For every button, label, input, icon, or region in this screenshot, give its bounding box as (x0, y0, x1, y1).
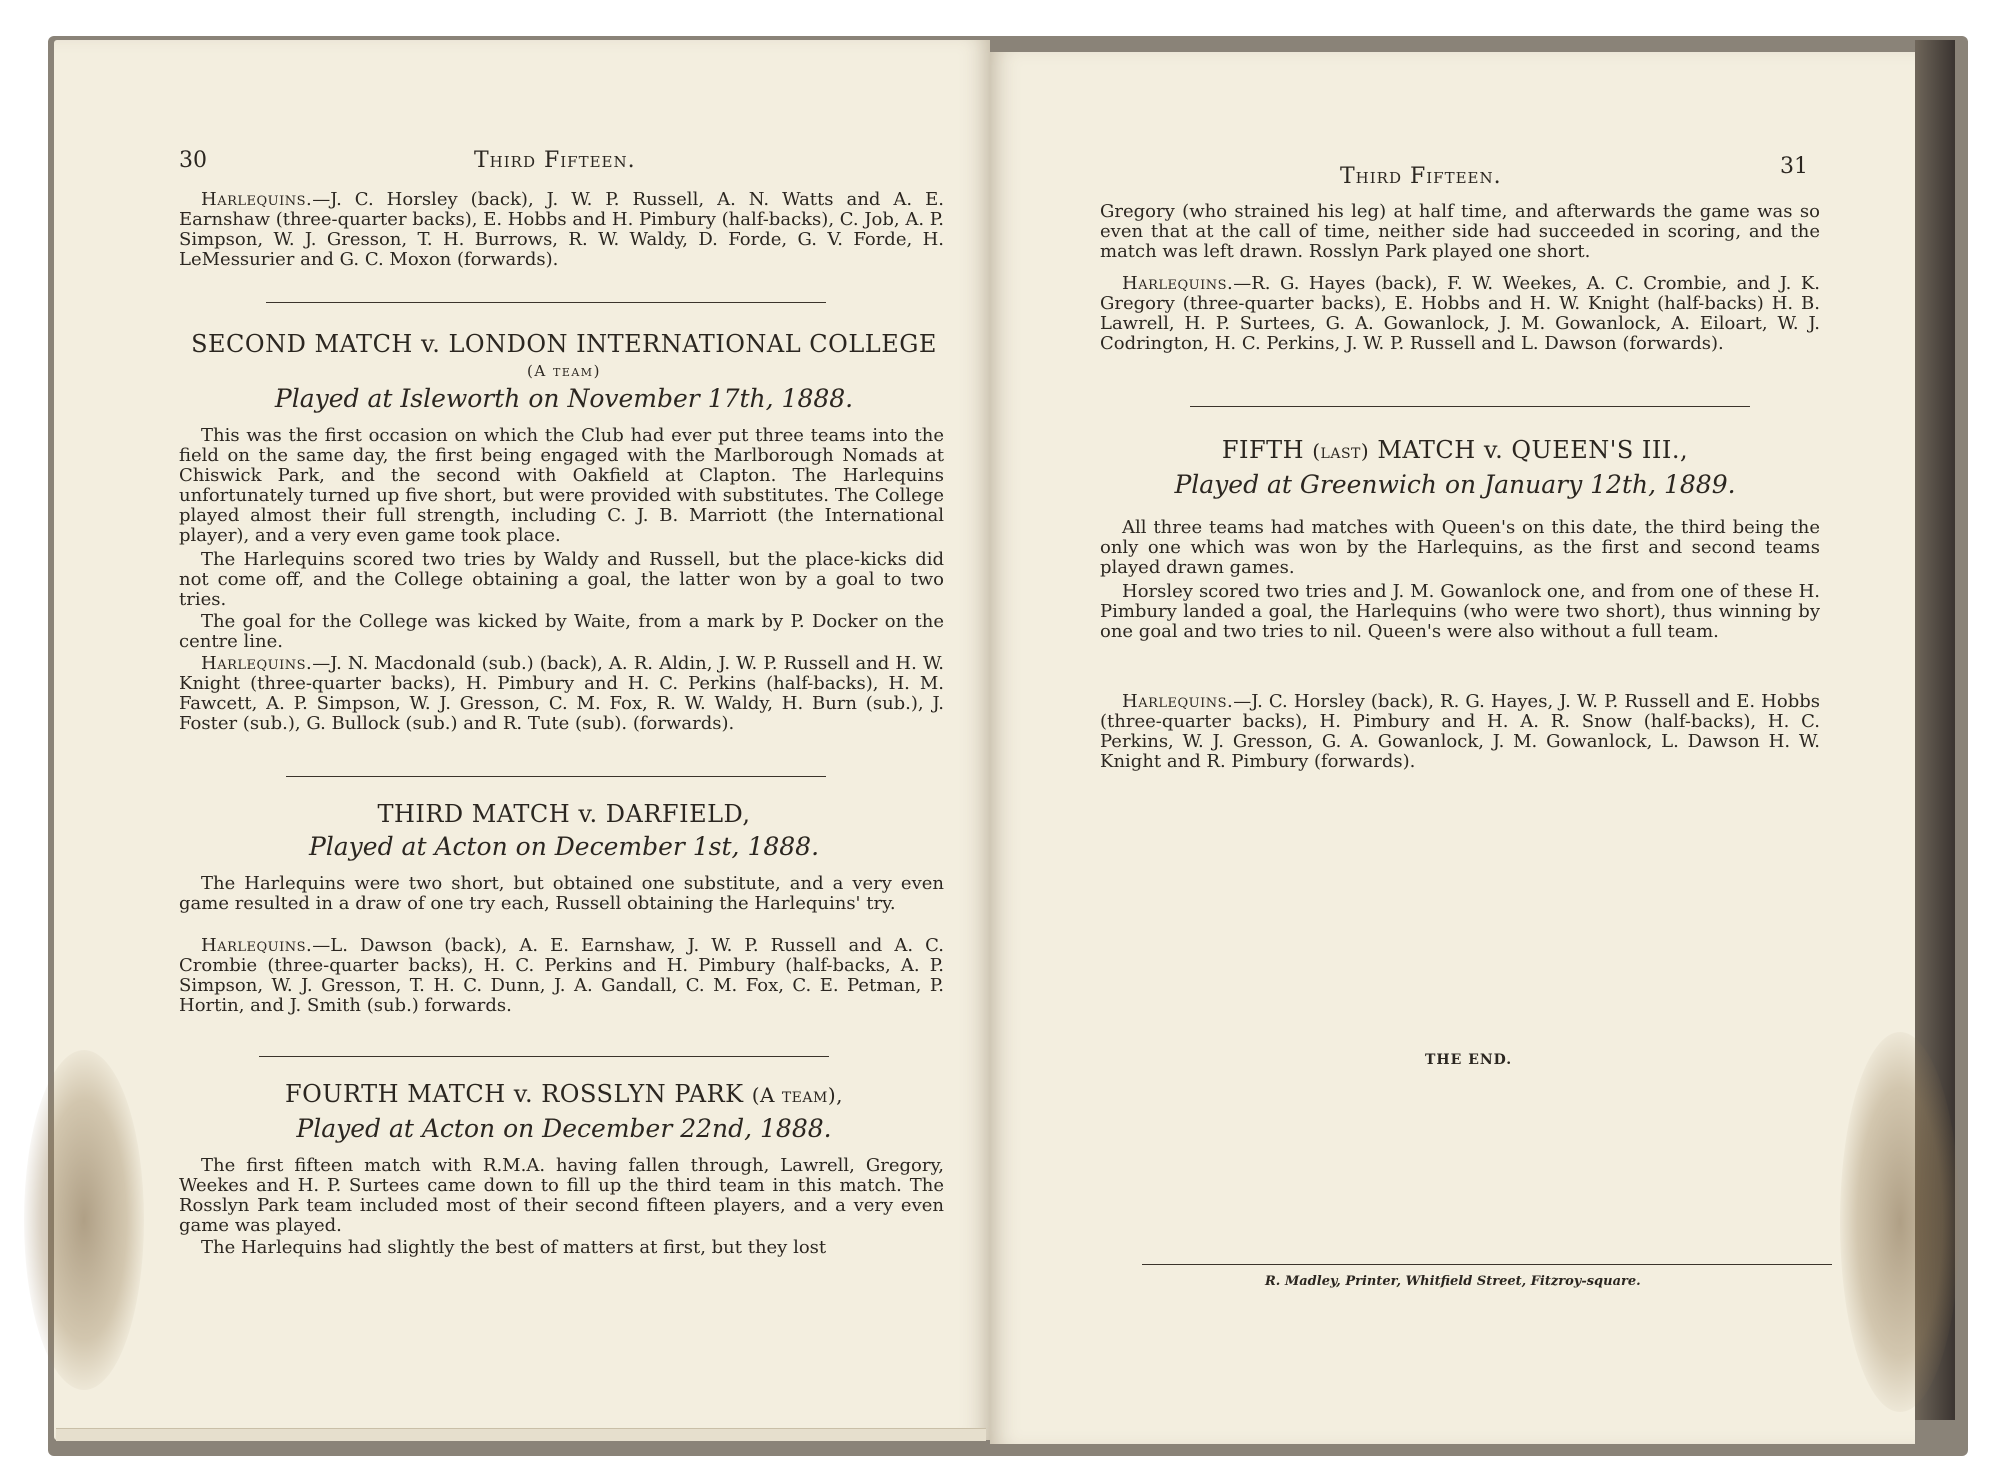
third-match-lineup (179, 936, 944, 1016)
fourth-match-paragraph-2: The Harlequins had slightly the best of matters at first, but they lost (201, 1237, 827, 1258)
foxing-stain (24, 1050, 144, 1390)
continuation-paragraph: Gregory (who strained his leg) at half time, and afterwards the game was so even that at the call of time, neither side had succeeded in scoring, and the match was left drawn. Rosslyn Park played one short. (1100, 201, 1820, 262)
printer-rule (1142, 1264, 1832, 1265)
third-match-venue: Played at Acton on December 1st, 1888. (308, 832, 820, 861)
fifth-match-title-a: FIFTH (1221, 436, 1305, 464)
second-match-subtitle: (A team) (527, 362, 601, 380)
lineup-lead: Harlequins. (201, 189, 313, 210)
left-page (54, 40, 990, 1440)
third-match-paragraph: The Harlequins were two short, but obtained one substitute, and a very even game resulted in a draw of one try each, Russell obtaining the Harlequins' try. (179, 873, 944, 914)
lineup-text: —J. C. Horsley (back), J. W. P. Russell, A. N. Watts and A. E. Earnshaw (three-quarter backs), E. Hobbs and H. Pimbury (half-backs), C. Job, A. P. Simpson, W. J. Gresson, T. H. Burrows, R. W. Waldy, D. Forde, G. V. Forde, H. LeMessurier and G. C. Moxon (forwards). (179, 189, 944, 270)
opening-lineup (179, 190, 944, 270)
third-match-title: THIRD MATCH v. DARFIELD, (377, 800, 751, 828)
lineup-lead: Harlequins. (1122, 691, 1234, 712)
second-match-paragraph-3: The goal for the College was kicked by Waite, from a mark by P. Docker on the centre line. (179, 611, 944, 652)
fourth-match-venue: Played at Acton on December 22nd, 1888. (296, 1114, 832, 1143)
fifth-match-title (1030, 436, 1880, 464)
lineup-lead: Harlequins. (201, 935, 313, 956)
page-number-left: 30 (179, 148, 207, 173)
fifth-match-title-b: MATCH v. QUEEN'S III., (1377, 436, 1689, 464)
running-head-left: Third Fifteen. (474, 148, 636, 173)
second-match-paragraph-1: This was the first occasion on which the Club had ever put three teams into the field on the same day, the first being engaged with the Marlborough Nomads at Chiswick Park, and the second with Oakfield at Clapton. The Harlequins unfortunately turned up five short, but were provided with substitutes. The College played almost their full strength, including C. J. B. Marriott (the International player), and a very even game took place. (179, 425, 944, 546)
section-rule (259, 1056, 829, 1057)
the-end-label: THE END. (1425, 1052, 1513, 1068)
second-match-paragraph-2: The Harlequins scored two tries by Waldy and Russell, but the place-kicks did not come off, and the College obtaining a goal, the latter won by a goal to two tries. (179, 549, 944, 610)
fifth-match-venue: Played at Greenwich on January 12th, 1889. (1174, 470, 1736, 499)
lineup-text: —R. G. Hayes (back), F. W. Weekes, A. C. Crombie, and J. K. Gregory (three-quarter backs), E. Hobbs and H. W. Knight (half-backs) H. B. Lawrell, H. P. Surtees, G. A. Gowanlock, J. M. Gowanlock, A. Eiloart, W. J. Codrington, H. C. Perkins, J. W. P. Russell and L. Dawson (forwards). (1100, 273, 1820, 354)
fifth-match-lineup (1100, 692, 1820, 772)
section-rule (266, 302, 826, 303)
section-rule (286, 776, 826, 777)
lineup-text: —L. Dawson (back), A. E. Earnshaw, J. W. P. Russell and A. C. Crombie (three-quarter backs), H. C. Perkins and H. Pimbury (half-backs, A. P. Simpson, W. J. Gresson, T. H. C. Dunn, J. A. Gandall, C. M. Fox, C. E. Petman, P. Hortin, and J. Smith (sub.) forwards. (179, 935, 944, 1016)
section-rule (1190, 406, 1750, 407)
fourth-match-title-small: (A team), (751, 1083, 844, 1107)
lineup-lead: Harlequins. (1122, 273, 1234, 294)
lineup-lead: Harlequins. (201, 653, 313, 674)
second-match-venue: Played at Isleworth on November 17th, 1888. (274, 384, 854, 413)
right-page (990, 52, 1915, 1444)
lineup-text: —J. N. Macdonald (sub.) (back), A. R. Aldin, J. W. P. Russell and H. W. Knight (three-quarter backs), H. Pimbury and H. C. Perkins (half-backs), H. M. Fawcett, A. P. Simpson, W. J. Gresson, C. M. Fox, R. W. Waldy, H. Burn (sub.), J. Foster (sub.), G. Bullock (sub.) and R. Tute (sub). (forwards). (179, 653, 944, 734)
foxing-stain (1840, 1032, 1960, 1412)
page-number-right: 31 (1780, 154, 1808, 179)
fourth-match-lineup (1100, 274, 1820, 354)
running-head-right: Third Fifteen. (1340, 164, 1502, 189)
printer-imprint: R. Madley, Printer, Whitfield Street, Fitzroy-square. (1265, 1274, 1641, 1289)
second-match-title: SECOND MATCH v. LONDON INTERNATIONAL COLLEGE (191, 330, 937, 358)
fourth-match-paragraph-1: The first fifteen match with R.M.A. having fallen through, Lawrell, Gregory, Weekes and H. P. Surtees came down to fill up the third team in this match. The Rosslyn Park team included most of their second fifteen players, and a very even game was played. (179, 1155, 944, 1236)
fourth-match-title-main: FOURTH MATCH v. ROSSLYN PARK (284, 1080, 744, 1108)
page-edges (56, 1428, 986, 1441)
second-match-lineup (179, 654, 944, 734)
fifth-match-title-small: (last) (1312, 439, 1370, 463)
fifth-match-paragraph-2: Horsley scored two tries and J. M. Gowanlock one, and from one of these H. Pimbury landed a goal, the Harlequins (who were two short), thus winning by one goal and two tries to nil. Queen's were also without a full team. (1100, 581, 1820, 642)
fifth-match-paragraph-1: All three teams had matches with Queen's on this date, the third being the only one which was won by the Harlequins, as the first and second teams played drawn games. (1100, 517, 1820, 578)
lineup-text: —J. C. Horsley (back), R. G. Hayes, J. W. P. Russell and E. Hobbs (three-quarter backs), H. Pimbury and H. A. R. Snow (half-backs), H. C. Perkins, W. J. Gresson, G. A. Gowanlock, J. M. Gowanlock, L. Dawson H. W. Knight and R. Pimbury (forwards). (1100, 691, 1820, 772)
fourth-match-title (164, 1080, 964, 1108)
